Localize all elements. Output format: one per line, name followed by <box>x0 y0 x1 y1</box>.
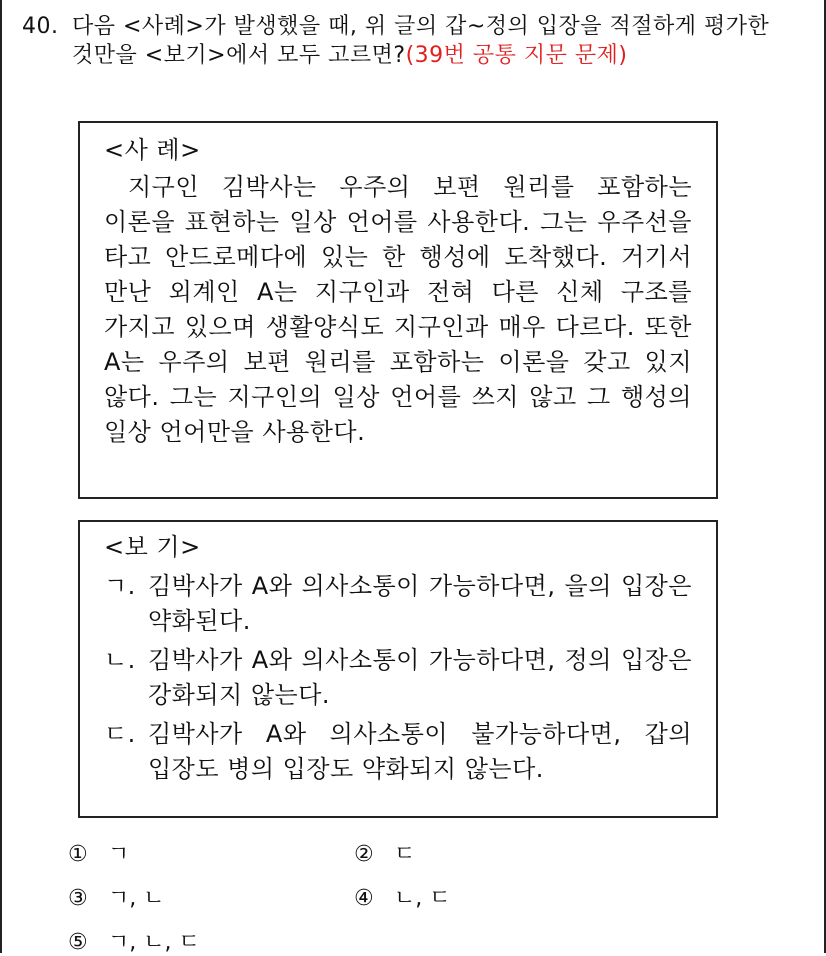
choice-text: ㄱ <box>108 842 130 867</box>
choice-number: ③ <box>68 886 88 911</box>
view-item-3 <box>104 717 692 787</box>
case-box-body: 지구인 김박사는 우주의 보편 원리를 포함하는 이론을 표현하는 일상 언어를 사용한다. 그는 우주선을 타고 안드로메다에 있는 한 행성에 도착했다. 거기서 만난 외계인 A는 지구인과 전혀 다른 신체 구조를 가지고 있으며 생활양식도 지구인과 매우 다르다. 또한 A는 우주의 보편 원리를 포함하는 이론을 갖고 있지 않다. 그는 지구인의 일상 언어를 쓰지 않고 그 행성의 일상 언어만을 사용한다. <box>104 173 692 446</box>
choice-number: ② <box>354 842 374 867</box>
choice-text: ㄷ <box>394 842 416 867</box>
choice-1[interactable] <box>68 837 129 868</box>
choice-text: ㄴ, ㄷ <box>394 886 451 911</box>
view-item-1 <box>104 569 692 639</box>
question-number: 40. <box>22 14 59 39</box>
choice-text: ㄱ, ㄴ, ㄷ <box>108 930 200 955</box>
view-box-title: <보 기> <box>104 533 201 561</box>
question-block <box>22 12 782 70</box>
view-item-2 <box>104 643 692 713</box>
choice-2[interactable] <box>354 837 415 868</box>
choice-5[interactable] <box>68 925 200 956</box>
view-item-mark: ㄱ. <box>104 572 136 600</box>
choice-3[interactable] <box>68 881 165 912</box>
choice-4[interactable] <box>354 881 451 912</box>
view-item-text: 김박사가 A와 의사소통이 불가능하다면, 갑의 입장도 병의 입장도 약화되지 않는다. <box>148 720 692 783</box>
view-item-mark: ㄴ. <box>104 646 136 674</box>
choice-text: ㄱ, ㄴ <box>108 886 165 911</box>
question-stem <box>72 12 782 70</box>
choice-number: ④ <box>354 886 374 911</box>
view-item-mark: ㄷ. <box>104 720 136 748</box>
question-row <box>22 12 782 70</box>
question-text: 다음 <사례>가 발생했을 때, 위 글의 갑~정의 입장을 적절하게 평가한 것만을 <보기>에서 모두 고르면? <box>72 14 770 68</box>
case-box-title: <사 례> <box>104 136 201 164</box>
view-item-text: 김박사가 A와 의사소통이 가능하다면, 을의 입장은 약화된다. <box>148 572 692 635</box>
choice-number: ① <box>68 842 88 867</box>
case-box <box>78 121 718 499</box>
view-item-text: 김박사가 A와 의사소통이 가능하다면, 정의 입장은 강화되지 않는다. <box>148 646 692 709</box>
choice-number: ⑤ <box>68 930 88 955</box>
question-note: (39번 공통 지문 문제) <box>405 43 628 68</box>
view-box <box>78 520 718 818</box>
page-left-border <box>0 0 2 953</box>
